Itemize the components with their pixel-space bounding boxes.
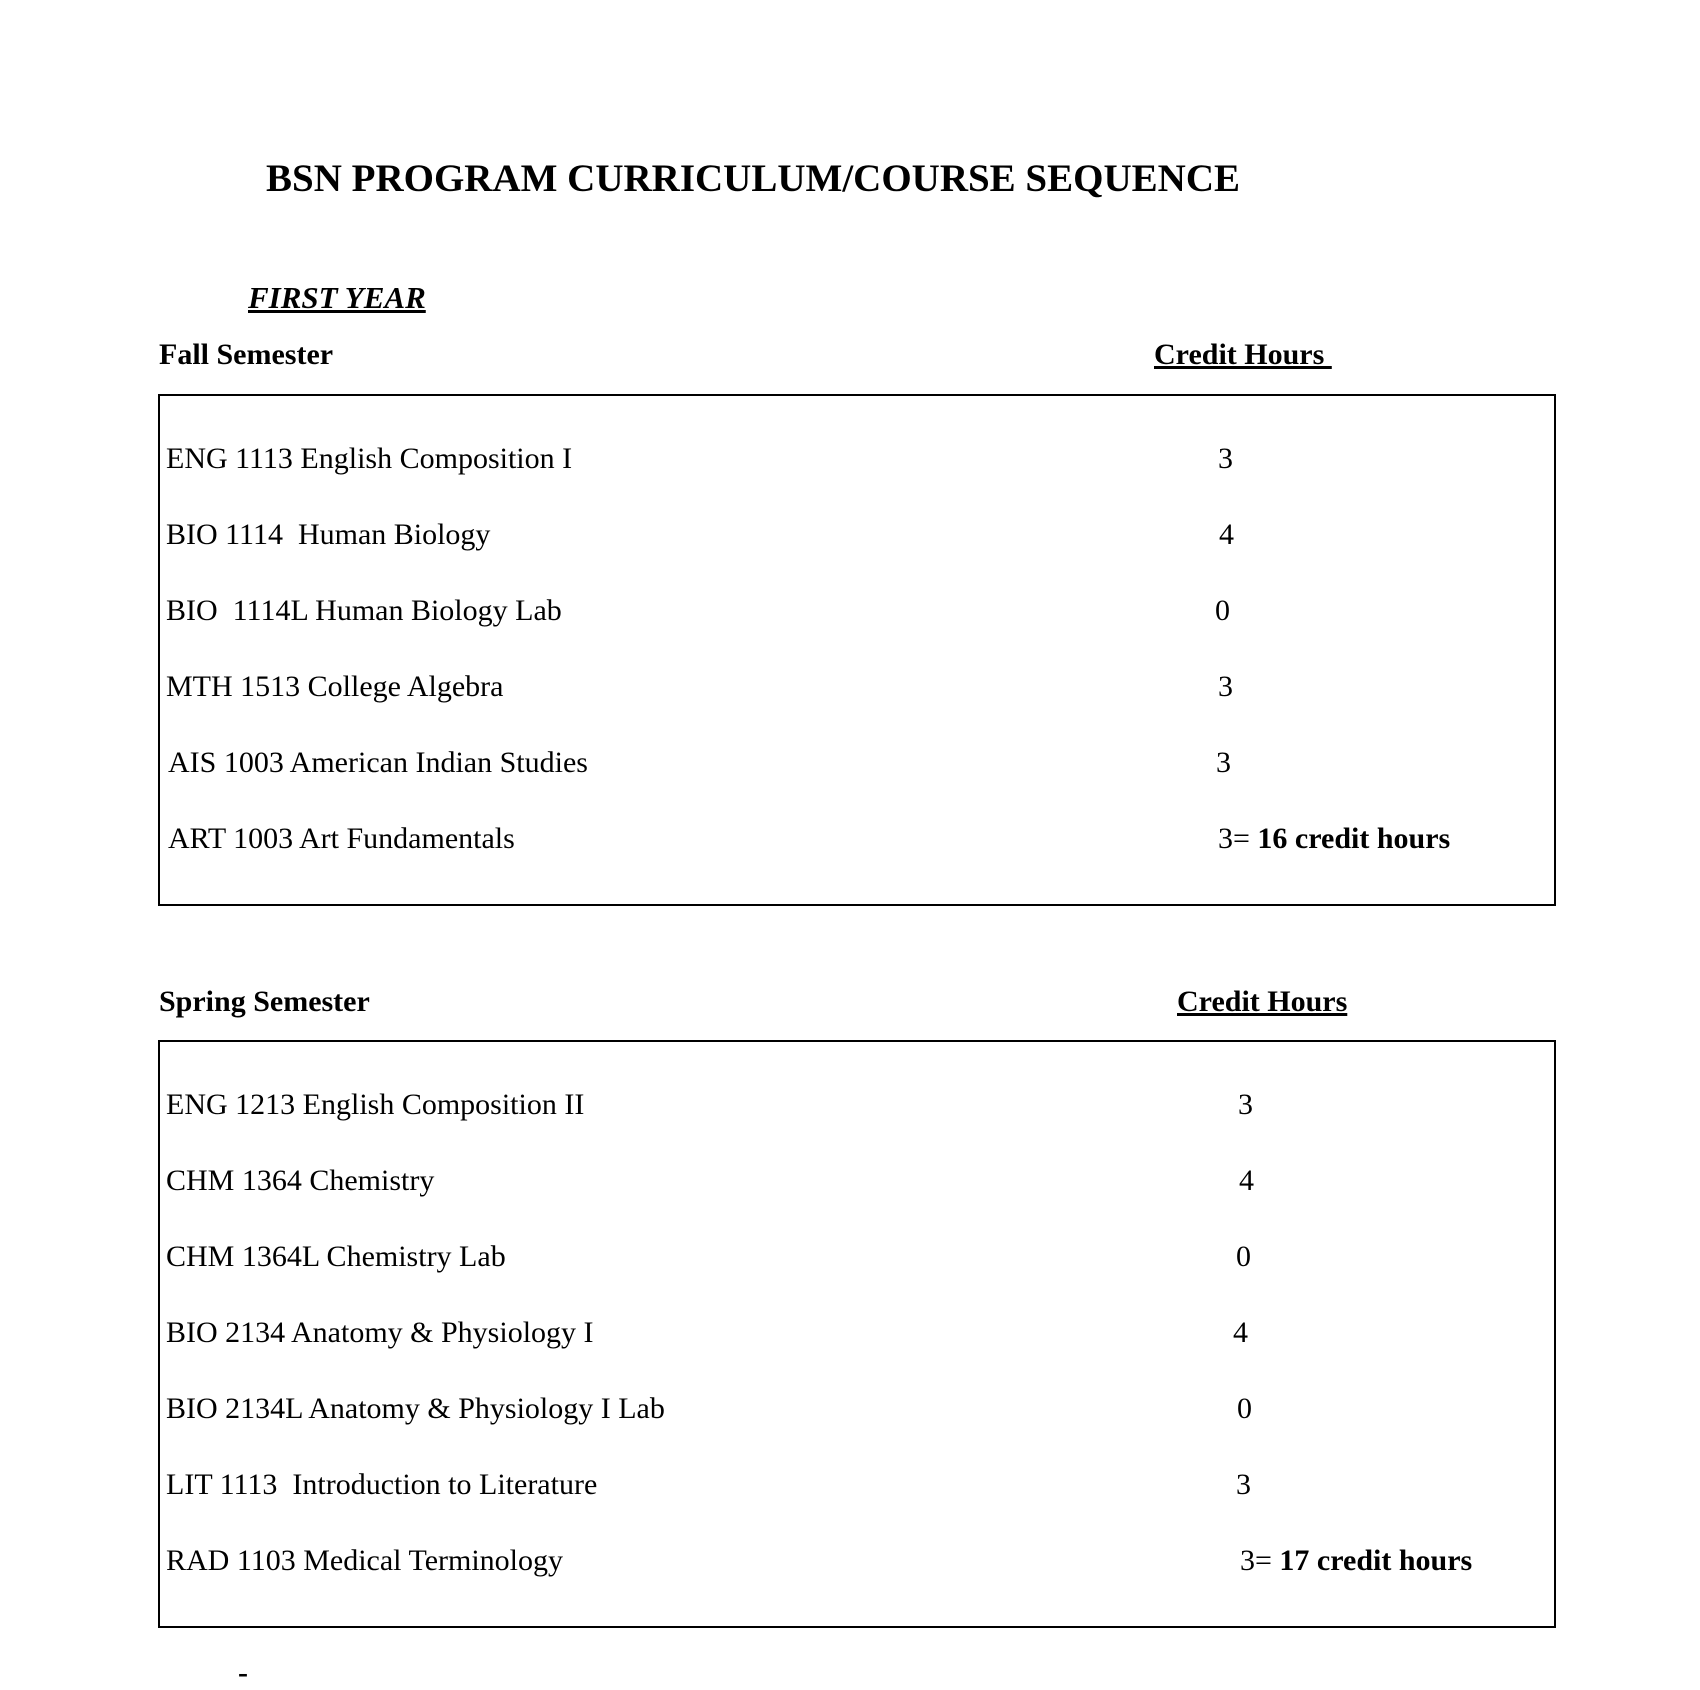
course-credit: 3= [1240, 1544, 1272, 1577]
fall-course-table [158, 394, 1556, 906]
course-name: BIO 1114 Human Biology [166, 518, 491, 551]
course-name: BIO 2134L Anatomy & Physiology I Lab [166, 1392, 665, 1425]
course-credit: 0 [1215, 594, 1230, 627]
course-name: CHM 1364L Chemistry Lab [166, 1240, 506, 1273]
course-name: MTH 1513 College Algebra [166, 670, 504, 703]
stray-dash-mark: - [238, 1656, 248, 1689]
course-credit: 3 [1236, 1468, 1251, 1501]
fall-credit-hours-header: Credit Hours [1154, 338, 1332, 371]
course-row [160, 1088, 1554, 1128]
spring-course-table [158, 1040, 1556, 1628]
course-credit-total [1218, 822, 1450, 856]
course-credit: 4 [1233, 1316, 1248, 1349]
course-name: RAD 1103 Medical Terminology [166, 1544, 564, 1577]
course-credit: 4 [1219, 518, 1234, 551]
spring-semester-label: Spring Semester [159, 985, 370, 1018]
course-credit: 3 [1218, 670, 1233, 703]
course-credit: 3 [1218, 442, 1233, 475]
course-row [160, 1392, 1554, 1432]
course-name: ENG 1213 English Composition II [166, 1088, 585, 1121]
course-name: BIO 2134 Anatomy & Physiology I [166, 1316, 594, 1349]
course-row [160, 442, 1554, 482]
course-name: ENG 1113 English Composition I [166, 442, 573, 475]
semester-total: 17 credit hours [1279, 1544, 1473, 1577]
spring-credit-hours-header: Credit Hours [1177, 985, 1348, 1018]
course-row [160, 594, 1554, 634]
semester-total: 16 credit hours [1257, 822, 1451, 855]
course-credit: 0 [1236, 1240, 1251, 1273]
course-row [160, 1544, 1554, 1584]
course-name: AIS 1003 American Indian Studies [168, 746, 588, 779]
course-row [160, 1468, 1554, 1508]
course-name: LIT 1113 Introduction to Literature [166, 1468, 598, 1501]
fall-semester-label: Fall Semester [159, 338, 334, 371]
course-row [160, 518, 1554, 558]
course-name: ART 1003 Art Fundamentals [168, 822, 515, 855]
course-row [160, 670, 1554, 710]
year-heading: FIRST YEAR [248, 280, 426, 315]
course-credit: 3 [1238, 1088, 1253, 1121]
page-title: BSN PROGRAM CURRICULUM/COURSE SEQUENCE [266, 157, 1240, 200]
course-credit: 0 [1237, 1392, 1252, 1425]
course-credit: 3= [1218, 822, 1250, 855]
course-name: BIO 1114L Human Biology Lab [166, 594, 562, 627]
course-row [160, 1316, 1554, 1356]
course-credit: 3 [1216, 746, 1231, 779]
course-credit-total [1240, 1544, 1472, 1578]
course-row [160, 822, 1554, 862]
course-row [160, 1240, 1554, 1280]
course-name: CHM 1364 Chemistry [166, 1164, 435, 1197]
course-credit: 4 [1239, 1164, 1254, 1197]
course-row [160, 1164, 1554, 1204]
course-row [160, 746, 1554, 786]
